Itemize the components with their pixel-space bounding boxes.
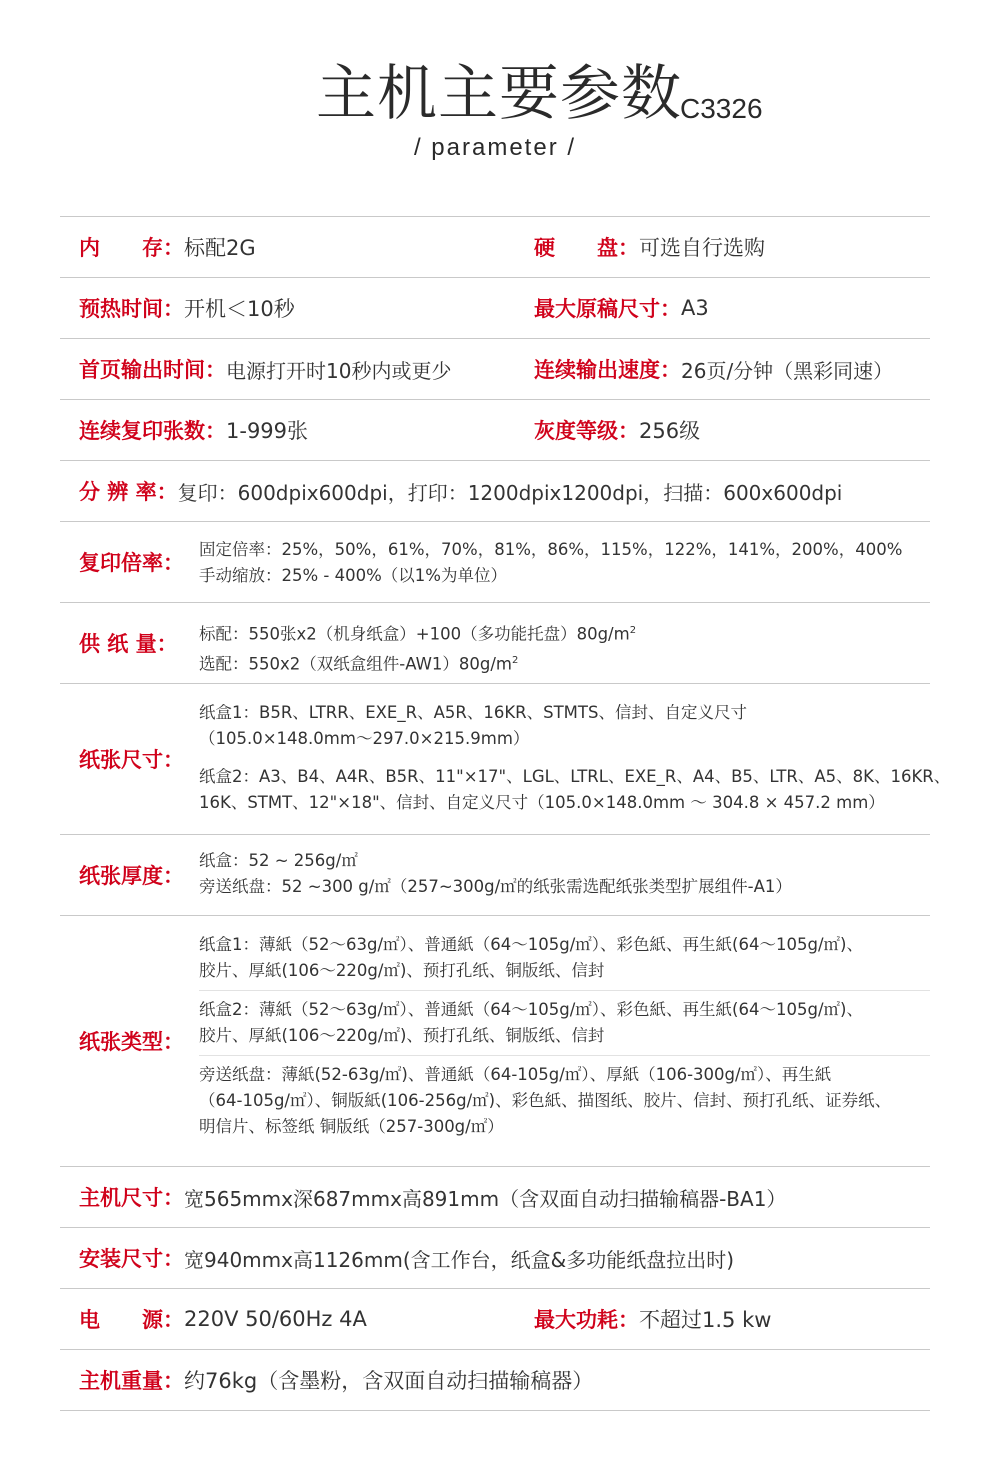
power-label: 电 源：	[79, 1308, 184, 1332]
spec-row-continuous-copy	[60, 399, 930, 460]
spec-row-first-page	[60, 338, 930, 399]
copy-ratio-label: 复印倍率：	[79, 551, 184, 575]
paper-size-tray2-line2: 16K、STMT、12"×18"、信封、自定义尺寸（105.0×148.0mm ～ 304.8 × 457.2 mm）	[199, 793, 885, 812]
spec-row-copy-ratio	[60, 521, 930, 602]
spec-row-warmup	[60, 277, 930, 338]
paper-type-tray2-line1: 纸盒2：薄紙（52～63g/㎡）、普通紙（64～105g/㎡）、彩色紙、再生紙(64～105g/㎡)、	[199, 1000, 863, 1019]
paper-supply-optional: 选配：550x2（双纸盒组件$-AW1)80g/m^2$	[199, 654, 519, 673]
grayscale-label: 灰度等级：	[534, 419, 639, 443]
paper-type-bypass-line3: 明信片、标签纸 铜版纸（257-300g/㎡）	[199, 1117, 504, 1136]
first-page-label: 首页输出时间：	[79, 358, 226, 382]
paper-type-tray2-line2: 胶片、厚紙(106～220g/㎡)、预打孔纸、铜版纸、信封	[199, 1026, 605, 1045]
spec-row-paper-supply	[60, 602, 930, 683]
machine-size-label: 主机尺寸：	[79, 1186, 184, 1210]
page-title: 主机主要参数	[316, 59, 682, 129]
machine-size-value: 宽565mmx深687mmx高891mm（含双面自动扫描输稿器-BA1）	[184, 1186, 787, 1211]
resolution-value: 复印：600dpix600dpi，打印：1200dpix1200dpi，扫描：600x600dpi	[177, 480, 843, 505]
paper-thickness-label: 纸张厚度：	[79, 864, 184, 888]
paper-size-tray2-line1: 纸盒2：A3、B4、A4R、B5R、11"×17"、LGL、LTRL、EXE_R、A4、B5、LTR、A5、8K、16KR、	[199, 767, 951, 786]
paper-thickness-tray: 纸盒：52 ~ 256g/㎡	[199, 851, 358, 870]
paper-type-bypass-line1: 旁送纸盘：薄紙(52-63g/㎡)、普通紙（64-105g/㎡）、厚紙（106-300g/㎡）、再生紙	[199, 1065, 832, 1084]
spec-row-machine-size	[60, 1166, 930, 1227]
continuous-copy-label: 连续复印张数：	[79, 419, 226, 443]
grayscale-value: 256级	[639, 419, 701, 443]
warmup-value: 开机＜10秒	[184, 297, 295, 321]
speed-label: 连续输出速度：	[534, 358, 681, 382]
copy-ratio-manual: 手动缩放：25% - 400%（以1%为单位）	[199, 566, 507, 585]
page-header	[0, 50, 990, 200]
paper-size-values	[199, 700, 951, 816]
paper-type-tray1-line2: 胶片、厚紙(106～220g/㎡)、预打孔纸、铜版纸、信封	[199, 961, 605, 980]
paper-type-values	[199, 932, 930, 1140]
spec-row-weight	[60, 1349, 930, 1411]
paper-supply-standard: 标配：550张x2（机身纸盒）+100（多功能托盘）$80g/m^2$	[199, 624, 637, 644]
max-original-value: A3	[681, 296, 709, 320]
max-power-label: 最大功耗：	[534, 1308, 639, 1332]
max-power-value: 不超过1.5 kw	[639, 1308, 772, 1332]
power-value: 220V 50/60Hz 4A	[184, 1307, 367, 1331]
paper-size-tray1-line2: （105.0×148.0mm～297.0×215.9mm）	[199, 729, 530, 748]
max-original-label: 最大原稿尺寸：	[534, 297, 681, 321]
paper-thickness-bypass: 旁送纸盘：52 ~300 g/㎡（257~300g/㎡的纸张需选配纸张类型扩展组件-A1）	[199, 877, 792, 896]
first-page-value: 电源打开时10秒内或更少	[226, 358, 452, 383]
divider	[199, 990, 930, 991]
paper-type-label: 纸张类型：	[79, 1030, 184, 1054]
page-subtitle: / parameter /	[413, 134, 577, 161]
install-size-label: 安装尺寸：	[79, 1247, 184, 1271]
copy-ratio-values	[199, 537, 930, 589]
spec-row-paper-thickness	[60, 834, 930, 915]
spec-row-paper-type	[60, 915, 930, 1166]
warmup-label: 预热时间：	[79, 297, 184, 321]
paper-thickness-values	[199, 848, 930, 900]
weight-value: 约76kg（含墨粉，含双面自动扫描输稿器）	[184, 1369, 594, 1393]
copy-ratio-fixed: 固定倍率：25%，50%，61%，70%，81%，86%，115%，122%，141%，200%，400%	[199, 540, 903, 559]
paper-type-bypass-line2: （64-105g/㎡）、铜版紙(106-256g/㎡)、彩色紙、描图纸、胶片、信封、预打孔纸、证券纸、	[199, 1091, 892, 1110]
paper-supply-values	[199, 618, 930, 677]
continuous-copy-value: 1-999张	[226, 419, 309, 443]
memory-label: 内 存：	[79, 236, 184, 260]
speed-value: 26页/分钟（黑彩同速）	[681, 358, 894, 383]
model-number: C3326	[680, 93, 763, 124]
paper-size-tray1-line1: 纸盒1：B5R、LTRR、EXE_R、A5R、16KR、STMTS、信封、自定义尺寸	[199, 703, 747, 722]
spec-row-memory	[60, 216, 930, 277]
memory-value: 标配2G	[184, 236, 256, 260]
hdd-value: 可选自行选购	[639, 236, 765, 260]
paper-type-tray1-line1: 纸盒1：薄紙（52～63g/㎡）、普通紙（64～105g/㎡）、彩色紙、再生紙(64～105g/㎡)、	[199, 935, 863, 954]
divider	[199, 1055, 930, 1056]
paper-supply-label: 供 纸 量：	[79, 632, 178, 656]
spec-row-power	[60, 1288, 930, 1349]
spec-table	[60, 216, 951, 1411]
spec-row-resolution	[60, 460, 930, 521]
resolution-label: 分 辨 率：	[79, 480, 178, 504]
paper-size-label: 纸张尺寸：	[79, 748, 184, 772]
weight-label: 主机重量：	[79, 1369, 184, 1393]
install-size-value: 宽940mmx高1126mm(含工作台，纸盒&多功能纸盘拉出时)	[184, 1247, 735, 1272]
spec-row-paper-size	[60, 683, 951, 834]
spec-row-install-size	[60, 1227, 930, 1288]
hdd-label: 硬 盘：	[534, 236, 639, 260]
